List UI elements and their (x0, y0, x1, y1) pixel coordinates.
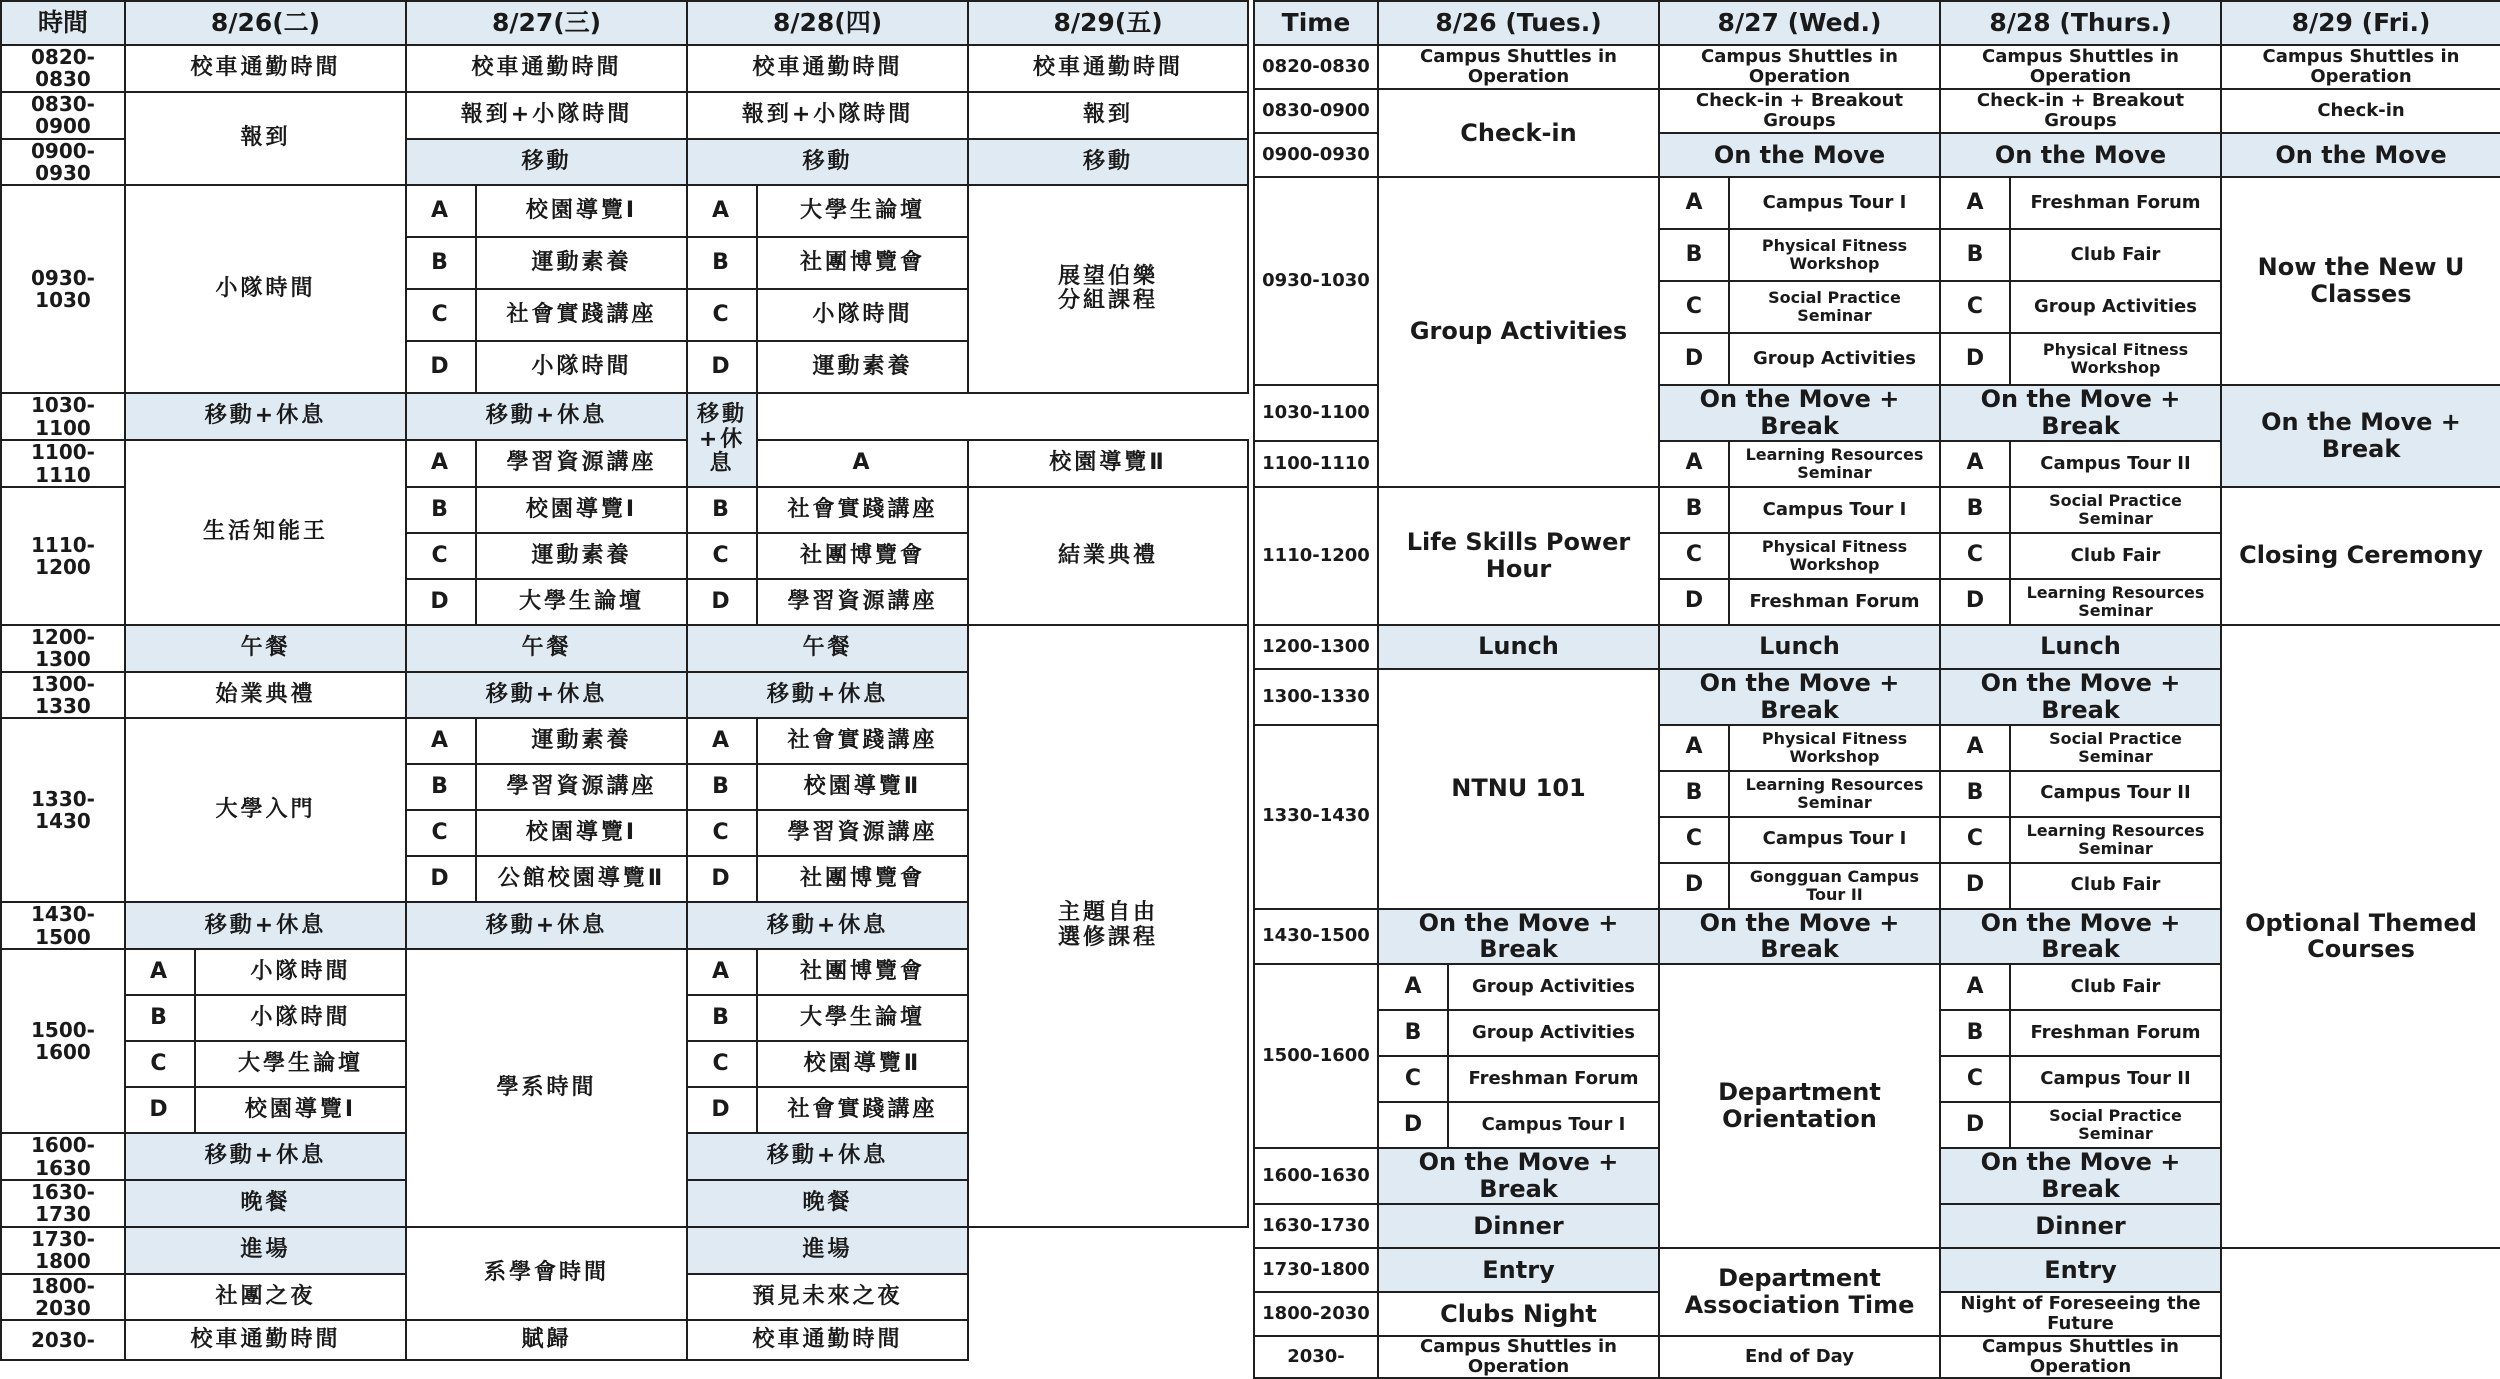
time-cell: 1500-1600 (1, 949, 125, 1133)
time-cell: 1200-1300 (1, 625, 125, 672)
event-cell: Lunch (1940, 625, 2221, 669)
group-letter: A (687, 185, 757, 237)
group-letter: B (1659, 487, 1729, 533)
event-cell: NTNU 101 (1378, 669, 1659, 909)
group-letter: D (1659, 863, 1729, 909)
event-cell: Learning Resources Seminar (2010, 817, 2221, 863)
event-cell: Campus Tour II (2010, 441, 2221, 487)
group-letter: A (406, 718, 476, 764)
event-cell: 移動+休息 (687, 393, 757, 487)
time-cell: 1630-1730 (1, 1180, 125, 1227)
event-cell: Physical Fitness Workshop (2010, 333, 2221, 385)
event-cell: Campus Shuttles in Operation (2221, 45, 2500, 89)
group-letter: B (125, 995, 195, 1041)
table-row (1, 92, 1248, 139)
group-letter: B (1940, 771, 2010, 817)
event-cell: 校車通勤時間 (687, 1320, 968, 1360)
event-cell: Lunch (1378, 625, 1659, 669)
event-cell: On the Move + Break (1659, 669, 1940, 725)
group-letter: D (1940, 333, 2010, 385)
event-cell: 社團博覽會 (757, 533, 968, 579)
event-cell: 社會實踐講座 (476, 289, 687, 341)
event-cell: Department Orientation (1659, 964, 1940, 1248)
event-cell: Now the New U Classes (2221, 177, 2500, 385)
group-letter: C (687, 533, 757, 579)
event-cell: 主題自由 選修課程 (968, 625, 1248, 1227)
event-cell: On the Move + Break (1940, 669, 2221, 725)
time-cell: 1100-1110 (1254, 441, 1378, 487)
event-cell: 報到 (125, 92, 406, 186)
table-row (1254, 487, 2500, 533)
group-letter: D (687, 1087, 757, 1133)
event-cell: 社團之夜 (125, 1274, 406, 1321)
table-row (1, 1227, 1248, 1274)
group-letter: C (406, 533, 476, 579)
event-cell: Group Activities (1729, 333, 1940, 385)
event-cell: Freshman Forum (1448, 1056, 1659, 1102)
event-cell: 校車通勤時間 (125, 1320, 406, 1360)
event-cell: 學習資源講座 (476, 440, 687, 487)
event-cell: Entry (1378, 1248, 1659, 1292)
event-cell: Group Activities (1378, 177, 1659, 487)
table-row (1, 393, 1248, 440)
event-cell: Social Practice Seminar (2010, 725, 2221, 771)
group-letter: D (1378, 1102, 1448, 1148)
header-day-0827: 8/27 (Wed.) (1659, 1, 1940, 45)
time-cell: 1200-1300 (1254, 625, 1378, 669)
event-cell: 晚餐 (687, 1180, 968, 1227)
event-cell: 社會實踐講座 (757, 487, 968, 533)
event-cell: 移動+休息 (125, 1133, 406, 1180)
event-cell: 小隊時間 (195, 995, 406, 1041)
group-letter: B (687, 487, 757, 533)
schedule-table-english (1253, 0, 2500, 1379)
group-letter: D (687, 856, 757, 902)
event-cell: 社會實踐講座 (757, 1087, 968, 1133)
time-cell: 1600-1630 (1, 1133, 125, 1180)
group-letter: A (757, 440, 968, 487)
header-time: 時間 (1, 1, 125, 45)
event-cell: 小隊時間 (125, 185, 406, 393)
event-cell: Check-in (1378, 89, 1659, 177)
event-cell: Check-in + Breakout Groups (1940, 89, 2221, 133)
table-row (1254, 45, 2500, 89)
event-cell: 大學入門 (125, 718, 406, 902)
event-cell: 校園導覽Ⅰ (476, 810, 687, 856)
event-cell: 賦歸 (406, 1320, 687, 1360)
group-letter: B (1940, 487, 2010, 533)
time-cell: 1330-1430 (1254, 725, 1378, 909)
event-cell: 移動+休息 (687, 672, 968, 719)
time-cell: 1110-1200 (1254, 487, 1378, 625)
table-row (1, 185, 1248, 237)
event-cell: Campus Tour I (1448, 1102, 1659, 1148)
group-letter: C (1940, 281, 2010, 333)
event-cell: 展望伯樂 分組課程 (968, 185, 1248, 393)
event-cell: 報到+小隊時間 (687, 92, 968, 139)
event-cell: 校園導覽Ⅰ (195, 1087, 406, 1133)
event-cell: Learning Resources Seminar (2010, 579, 2221, 625)
event-cell: 社會實踐講座 (757, 718, 968, 764)
group-letter: C (1940, 817, 2010, 863)
event-cell: Learning Resources Seminar (1729, 771, 1940, 817)
event-cell: Club Fair (2010, 964, 2221, 1010)
group-letter: B (1659, 229, 1729, 281)
table-row (1, 440, 1248, 487)
event-cell: 校車通勤時間 (125, 45, 406, 92)
event-cell: 校車通勤時間 (968, 45, 1248, 92)
header-time: Time (1254, 1, 1378, 45)
event-cell: Group Activities (2010, 281, 2221, 333)
event-cell: Optional Themed Courses (2221, 625, 2500, 1248)
table-row (1254, 89, 2500, 133)
event-cell: 小隊時間 (476, 341, 687, 393)
group-letter: A (406, 185, 476, 237)
event-cell: Campus Tour II (2010, 1056, 2221, 1102)
event-cell: 移動 (687, 139, 968, 186)
event-cell: 校車通勤時間 (406, 45, 687, 92)
event-cell: 校園導覽Ⅰ (476, 185, 687, 237)
event-cell: On the Move + Break (1659, 385, 1940, 441)
event-cell: Entry (1940, 1248, 2221, 1292)
time-cell: 1030-1100 (1, 393, 125, 440)
event-cell: 運動素養 (757, 341, 968, 393)
group-letter: C (687, 810, 757, 856)
event-cell: Campus Shuttles in Operation (1940, 1336, 2221, 1378)
event-cell: Physical Fitness Workshop (1729, 229, 1940, 281)
time-cell: 0820-0830 (1, 45, 125, 92)
event-cell: Closing Ceremony (2221, 487, 2500, 625)
group-letter: A (1940, 441, 2010, 487)
group-letter: C (406, 810, 476, 856)
time-cell: 0900-0930 (1, 139, 125, 186)
event-cell: 學系時間 (406, 949, 687, 1227)
group-letter: A (1378, 964, 1448, 1010)
event-cell: 大學生論壇 (757, 995, 968, 1041)
header-day-0829: 8/29(五) (968, 1, 1248, 45)
group-letter: B (1659, 771, 1729, 817)
time-cell: 1430-1500 (1254, 909, 1378, 965)
time-cell: 0820-0830 (1254, 45, 1378, 89)
event-cell: 學習資源講座 (476, 764, 687, 810)
event-cell: Club Fair (2010, 533, 2221, 579)
group-letter: D (1659, 579, 1729, 625)
group-letter: A (1940, 964, 2010, 1010)
event-cell: 移動+休息 (125, 902, 406, 949)
event-cell: Campus Tour I (1729, 817, 1940, 863)
time-cell: 2030- (1, 1320, 125, 1360)
time-cell: 1800-2030 (1, 1274, 125, 1321)
time-cell: 1300-1330 (1, 672, 125, 719)
group-letter: C (125, 1041, 195, 1087)
group-letter: B (406, 487, 476, 533)
event-cell: Physical Fitness Workshop (1729, 533, 1940, 579)
group-letter: D (1940, 863, 2010, 909)
event-cell: Life Skills Power Hour (1378, 487, 1659, 625)
time-cell: 1330-1430 (1, 718, 125, 902)
event-cell: 大學生論壇 (757, 185, 968, 237)
time-cell: 0830-0900 (1, 92, 125, 139)
time-cell: 1430-1500 (1, 902, 125, 949)
table-row (1254, 177, 2500, 229)
table-row (1, 625, 1248, 672)
group-letter: A (1940, 177, 2010, 229)
event-cell: Lunch (1659, 625, 1940, 669)
event-cell: 社團博覽會 (757, 856, 968, 902)
time-cell: 1730-1800 (1, 1227, 125, 1274)
header-day-0827: 8/27(三) (406, 1, 687, 45)
event-cell: On the Move + Break (1378, 1148, 1659, 1204)
event-cell: 移動+休息 (406, 672, 687, 719)
group-letter: B (687, 764, 757, 810)
table-row (1254, 1248, 2500, 1292)
time-cell: 1600-1630 (1254, 1148, 1378, 1204)
event-cell: 校園導覽Ⅰ (476, 487, 687, 533)
event-cell: On the Move + Break (1659, 909, 1940, 965)
event-cell: 移動+休息 (406, 393, 687, 440)
header-day-0826: 8/26 (Tues.) (1378, 1, 1659, 45)
event-cell: 生活知能王 (125, 440, 406, 625)
header-row (1254, 1, 2500, 45)
group-letter: B (406, 764, 476, 810)
group-letter: C (1940, 533, 2010, 579)
event-cell: On the Move (2221, 133, 2500, 177)
event-cell: Group Activities (1448, 964, 1659, 1010)
group-letter: D (687, 579, 757, 625)
event-cell: 校園導覽Ⅱ (757, 1041, 968, 1087)
event-cell: On the Move + Break (2221, 385, 2500, 487)
event-cell: End of Day (1659, 1336, 1940, 1378)
event-cell: 移動 (968, 139, 1248, 186)
event-cell: Learning Resources Seminar (1729, 441, 1940, 487)
time-cell: 1730-1800 (1254, 1248, 1378, 1292)
event-cell: 移動 (406, 139, 687, 186)
time-cell: 1630-1730 (1254, 1204, 1378, 1248)
event-cell: Freshman Forum (2010, 1010, 2221, 1056)
header-day-0828: 8/28(四) (687, 1, 968, 45)
time-cell: 1100-1110 (1, 440, 125, 487)
event-cell: 大學生論壇 (476, 579, 687, 625)
group-letter: B (1940, 229, 2010, 281)
group-letter: B (1940, 1010, 2010, 1056)
group-letter: B (1378, 1010, 1448, 1056)
event-cell: Campus Shuttles in Operation (1378, 45, 1659, 89)
event-cell: Social Practice Seminar (2010, 1102, 2221, 1148)
event-cell: On the Move + Break (1940, 1148, 2221, 1204)
event-cell: Social Practice Seminar (1729, 281, 1940, 333)
event-cell: 移動+休息 (687, 1133, 968, 1180)
group-letter: A (125, 949, 195, 995)
event-cell: 午餐 (125, 625, 406, 672)
group-letter: C (687, 1041, 757, 1087)
group-letter: C (687, 289, 757, 341)
group-letter: B (687, 995, 757, 1041)
group-letter: C (406, 289, 476, 341)
group-letter: C (1659, 533, 1729, 579)
schedule-table-chinese (0, 0, 1249, 1361)
group-letter: D (1659, 333, 1729, 385)
event-cell: Physical Fitness Workshop (1729, 725, 1940, 771)
event-cell: 學習資源講座 (757, 810, 968, 856)
group-letter: D (1940, 1102, 2010, 1148)
event-cell: 校車通勤時間 (687, 45, 968, 92)
event-cell: Freshman Forum (1729, 579, 1940, 625)
event-cell: 報到 (968, 92, 1248, 139)
group-letter: B (406, 237, 476, 289)
group-letter: C (1659, 817, 1729, 863)
event-cell: 結業典禮 (968, 487, 1248, 625)
event-cell: 公館校園導覽Ⅱ (476, 856, 687, 902)
group-letter: D (1940, 579, 2010, 625)
time-cell: 1500-1600 (1254, 964, 1378, 1148)
header-day-0826: 8/26(二) (125, 1, 406, 45)
event-cell: Gongguan Campus Tour II (1729, 863, 1940, 909)
event-cell: Campus Shuttles in Operation (1659, 45, 1940, 89)
event-cell: On the Move (1940, 133, 2221, 177)
event-cell: 午餐 (687, 625, 968, 672)
event-cell: Campus Tour II (2010, 771, 2221, 817)
event-cell: 系學會時間 (406, 1227, 687, 1321)
event-cell: Check-in (2221, 89, 2500, 133)
group-letter: A (1659, 177, 1729, 229)
event-cell: 晚餐 (125, 1180, 406, 1227)
time-cell: 0930-1030 (1, 185, 125, 393)
event-cell: 運動素養 (476, 533, 687, 579)
event-cell: Dinner (1378, 1204, 1659, 1248)
group-letter: D (406, 856, 476, 902)
time-cell: 1800-2030 (1254, 1292, 1378, 1336)
event-cell: Campus Tour I (1729, 487, 1940, 533)
event-cell: On the Move + Break (1378, 909, 1659, 965)
group-letter: A (406, 440, 476, 487)
header-day-0829: 8/29 (Fri.) (2221, 1, 2500, 45)
event-cell: 大學生論壇 (195, 1041, 406, 1087)
event-cell: 社團博覽會 (757, 237, 968, 289)
event-cell: Group Activities (1448, 1010, 1659, 1056)
event-cell: Check-in + Breakout Groups (1659, 89, 1940, 133)
group-letter: A (1659, 441, 1729, 487)
event-cell: 預見未來之夜 (687, 1274, 968, 1321)
group-letter: D (125, 1087, 195, 1133)
group-letter: D (406, 579, 476, 625)
time-cell: 1030-1100 (1254, 385, 1378, 441)
event-cell: Dinner (1940, 1204, 2221, 1248)
event-cell: 小隊時間 (195, 949, 406, 995)
event-cell: Freshman Forum (2010, 177, 2221, 229)
event-cell: 進場 (125, 1227, 406, 1274)
group-letter: A (1940, 725, 2010, 771)
group-letter: D (687, 341, 757, 393)
event-cell: Campus Tour I (1729, 177, 1940, 229)
event-cell: 小隊時間 (757, 289, 968, 341)
table-row (1254, 625, 2500, 669)
event-cell: 午餐 (406, 625, 687, 672)
table-row (1, 1320, 1248, 1360)
event-cell: 學習資源講座 (757, 579, 968, 625)
event-cell: 始業典禮 (125, 672, 406, 719)
event-cell: Social Practice Seminar (2010, 487, 2221, 533)
event-cell: 進場 (687, 1227, 968, 1274)
group-letter: D (406, 341, 476, 393)
event-cell: On the Move (1659, 133, 1940, 177)
group-letter: C (1940, 1056, 2010, 1102)
event-cell: 移動+休息 (125, 393, 406, 440)
event-cell: 社團博覽會 (757, 949, 968, 995)
event-cell: Department Association Time (1659, 1248, 1940, 1336)
header-row (1, 1, 1248, 45)
group-letter: A (687, 949, 757, 995)
group-letter: A (687, 718, 757, 764)
event-cell: Club Fair (2010, 863, 2221, 909)
time-cell: 0830-0900 (1254, 89, 1378, 133)
event-cell: 移動+休息 (406, 902, 687, 949)
event-cell: 運動素養 (476, 237, 687, 289)
event-cell: Campus Shuttles in Operation (1940, 45, 2221, 89)
group-letter: C (1659, 281, 1729, 333)
time-cell: 1110-1200 (1, 487, 125, 625)
time-cell: 0900-0930 (1254, 133, 1378, 177)
event-cell: Campus Shuttles in Operation (1378, 1336, 1659, 1378)
group-letter: A (1659, 725, 1729, 771)
table-row (1, 45, 1248, 92)
table-row (1254, 1336, 2500, 1378)
event-cell: On the Move + Break (1940, 909, 2221, 965)
group-letter: B (687, 237, 757, 289)
event-cell: Club Fair (2010, 229, 2221, 281)
event-cell: 報到+小隊時間 (406, 92, 687, 139)
time-cell: 2030- (1254, 1336, 1378, 1378)
header-day-0828: 8/28 (Thurs.) (1940, 1, 2221, 45)
time-cell: 0930-1030 (1254, 177, 1378, 385)
event-cell: 校園導覽Ⅱ (968, 440, 1248, 487)
event-cell: Night of Foreseeing the Future (1940, 1292, 2221, 1336)
event-cell: 運動素養 (476, 718, 687, 764)
event-cell: 校園導覽Ⅱ (757, 764, 968, 810)
event-cell: Clubs Night (1378, 1292, 1659, 1336)
event-cell: On the Move + Break (1940, 385, 2221, 441)
event-cell: 移動+休息 (687, 902, 968, 949)
time-cell: 1300-1330 (1254, 669, 1378, 725)
group-letter: C (1378, 1056, 1448, 1102)
